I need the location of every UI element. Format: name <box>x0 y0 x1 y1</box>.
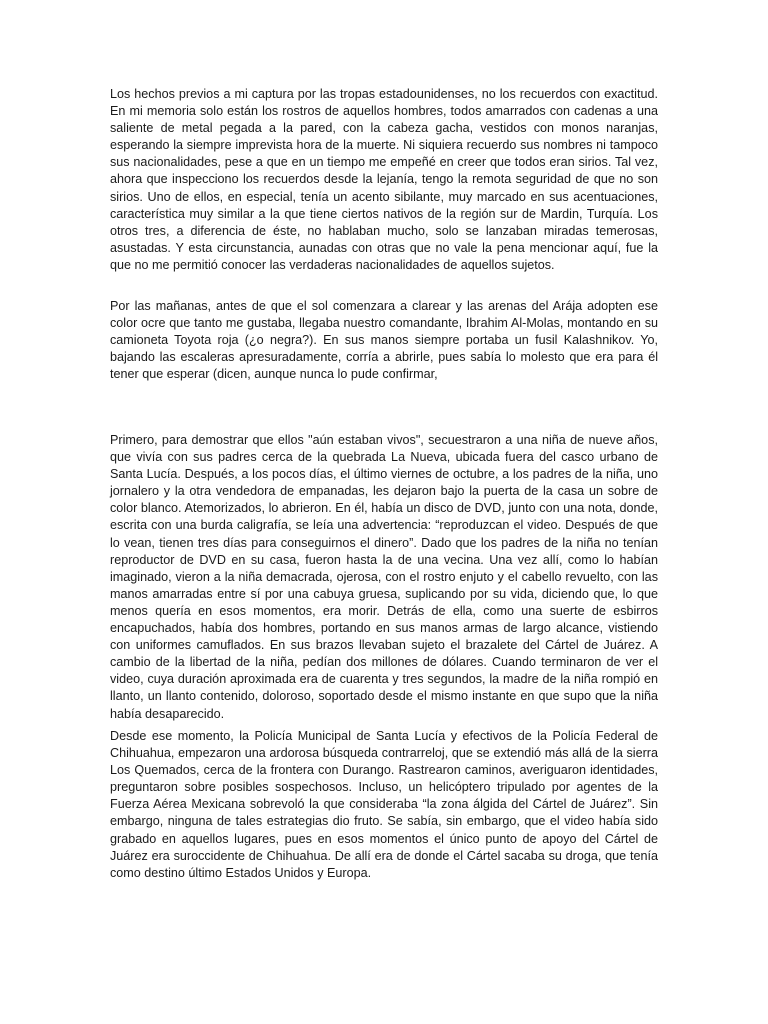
paragraph-busqueda: Desde ese momento, la Policía Municipal de Santa Lucía y efectivos de la Policía Federal de Chihuahua, empezaron una ardorosa búsqueda contrarreloj, que se extendió más allá de la sierra Los Quemados, cerca de la frontera con Durango. Rastrearon caminos, averiguaron identidades, preguntaron sobre posibles sospechosos. Incluso, un helicóptero tripulado por agentes de la Fuerza Aérea Mexicana sobrevoló la que consideraba “la zona álgida del Cártel de Juárez”. Sin embargo, ninguna de tales estrategias dio fruto. Se sabía, sin embargo, que el video había sido grabado en aquellos lugares, pues en esos momentos el único punto de apoyo del Cártel de Juárez era suroccidente de Chihuahua. De allí era de donde el Cártel sacaba su droga, que tenía como destino último Estados Unidos y Europa. <box>110 729 658 880</box>
paragraph-mananas: Por las mañanas, antes de que el sol comenzara a clarear y las arenas del Arája adopten ese color ocre que tanto me gustaba, llegaba nuestro comandante, Ibrahim Al-Molas, montando en su camioneta Toyota roja (¿o negra?). En sus manos siempre portaba un fusil Kalashnikov. Yo, bajando las escaleras apresuradamente, corría a abrirle, pues sabía lo molesto que era para él tener que esperar (dicen, aunque nunca lo pude confirmar, <box>110 299 658 382</box>
paragraph-secuestro: Primero, para demostrar que ellos "aún estaban vivos", secuestraron a una niña de nueve años, que vivía con sus padres cerca de la quebrada La Nueva, ubicada fuera del casco urbano de Santa Lucía. Después, a los pocos días, el último viernes de octubre, a los padres de la niña, uno jornalero y la otra vendedora de empanadas, les dejaron bajo la puerta de la casa un sobre de color blanco. Atemorizados, lo abrieron. En él, había un disco de DVD, junto con una nota, donde, escrita con una burda caligrafía, se leía una advertencia: “reproduzcan el video. Después de que lo vean, tienen tres días para conseguirnos el dinero”. Dado que los padres de la niña no tenían reproductor de DVD en su casa, fueron hasta la de una vecina. Una vez allí, como lo habían imaginado, vieron a la niña demacrada, ojerosa, con el rostro enjuto y el cabello revuelto, con las manos amarradas entre sí por una cabuya gruesa, suplicando por su vida, diciendo que, lo que menos quería en esos momentos, era morir. Detrás de ella, como una suerte de esbirros encapuchados, había dos hombres, portando en sus manos armas de largo alcance, vistiendo con uniformes camuflados. En sus brazos llevaban sujeto el brazalete del Cártel de Juárez. A cambio de la libertad de la niña, pedían dos millones de dólares. Cuando terminaron de ver el video, cuya duración aproximada era de cuarenta y tres segundos, la madre de la niña rompió en llanto, un llanto contenido, doloroso, soportado desde el mismo instante en que supo que la niña había desaparecido. <box>110 433 658 721</box>
paragraph-captura: Los hechos previos a mi captura por las tropas estadounidenses, no los recuerdos con exactitud. En mi memoria solo están los rostros de aquellos hombres, todos amarrados con cadenas a una saliente de metal pegada a la pared, con la cabeza gacha, vestidos con monos naranjas, esperando la siempre imprevista hora de la muerte. Ni siquiera recuerdo sus nombres ni tampoco sus nacionalidades, pese a que en un tiempo me empeñé en creer que todos eran sirios. Tal vez, ahora que inspecciono los recuerdos desde la lejanía, tengo la remota seguridad de que no son sirios. Uno de ellos, en especial, tenía un acento sibilante, muy marcado en sus acentuaciones, característica muy similar a la que tiene ciertos nativos de la región sur de Mardin, Turquía. Los otros tres, a diferencia de éste, no hablaban mucho, solo se lanzaban miradas temerosas, asustadas. Y esta circunstancia, aunadas con otras que no vale la pena mencionar aquí, fue la que no me permitió conocer las verdaderas nacionalidades de aquellos sujetos. <box>110 87 658 272</box>
